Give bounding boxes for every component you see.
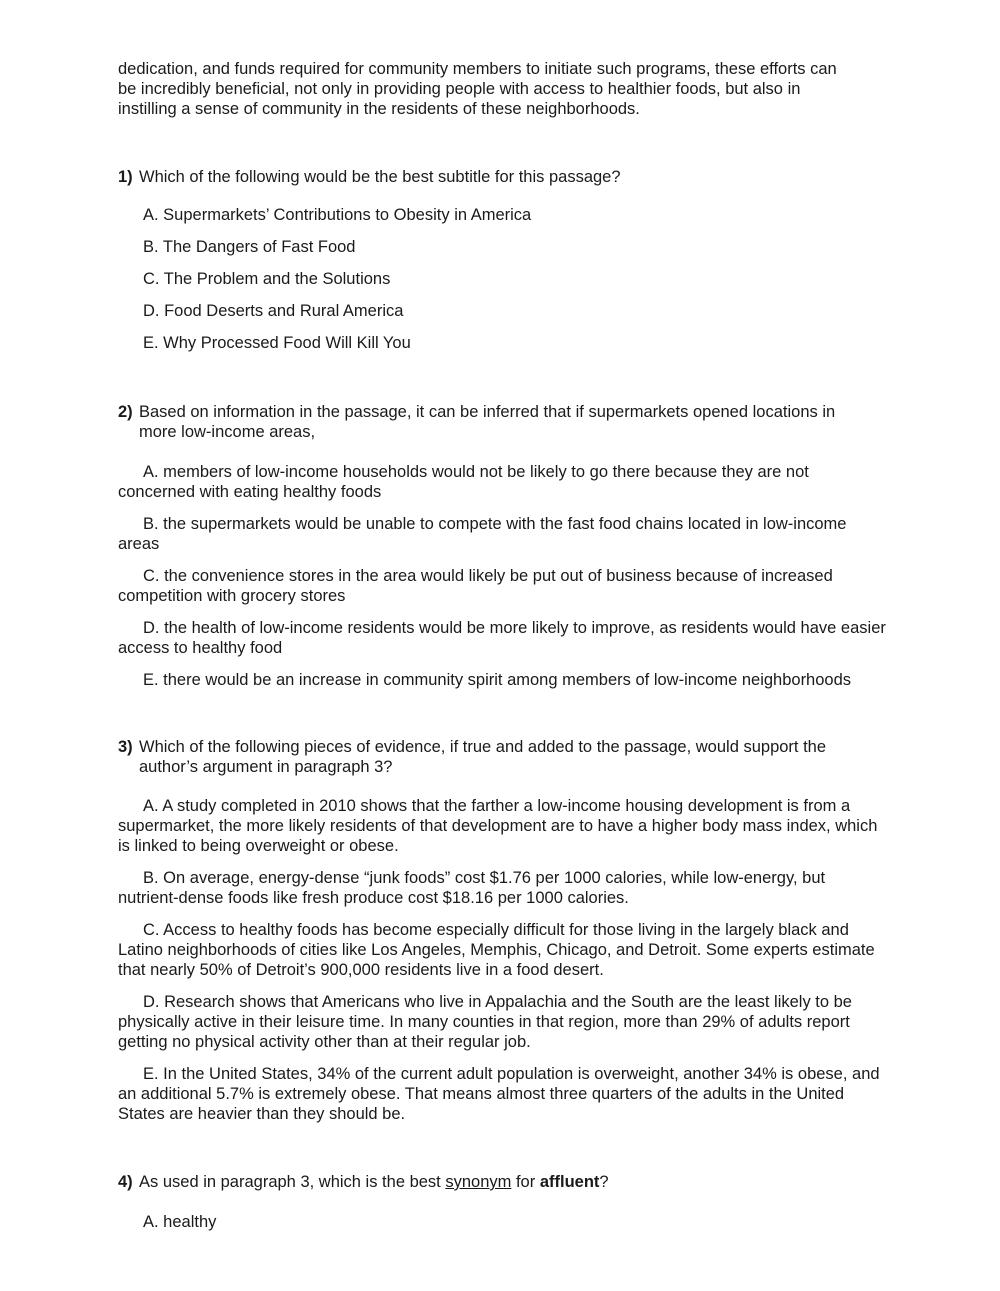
target-word: affluent: [539, 1173, 600, 1191]
q1-option-d[interactable]: D. Food Deserts and Rural America: [143, 302, 404, 320]
question-text-line-1: Which of the following pieces of evidence, if true and added to the passage, would support the: [139, 738, 827, 756]
question-number: 2): [118, 403, 133, 421]
intro-line: dedication, and funds required for community members to initiate such programs, these efforts can: [118, 60, 837, 78]
question-1: [118, 167, 888, 352]
question-text-line-2: author’s argument in paragraph 3?: [139, 758, 393, 776]
question-2-stem: [118, 402, 888, 442]
question-3: [118, 737, 888, 1123]
question-text: [139, 1172, 888, 1192]
q2-option-a[interactable]: A. members of low-income households would not be likely to go there because they are not concerned with eating healthy foods: [118, 463, 809, 501]
question-4: [118, 1172, 888, 1231]
q2-option-b[interactable]: B. the supermarkets would be unable to compete with the fast food chains located in low-income areas: [118, 515, 847, 553]
intro-line: instilling a sense of community in the residents of these neighborhoods.: [118, 100, 640, 118]
question-text-start: As used in paragraph 3, which is the best: [139, 1173, 446, 1191]
q2-option-e[interactable]: E. there would be an increase in community spirit among members of low-income neighborhoods: [143, 671, 852, 689]
q1-option-a[interactable]: A. Supermarkets’ Contributions to Obesity in America: [143, 206, 532, 224]
q1-option-e[interactable]: E. Why Processed Food Will Kill You: [143, 334, 411, 352]
q3-option-c[interactable]: C. Access to healthy foods has become especially difficult for those living in the largely black and Latino neighborhoods of cities like Los Angeles, Memphis, Chicago, and Detroit. Some experts estimate that nearly 50% of Detroit’s 900,000 residents live in a food desert.: [118, 921, 875, 979]
question-number: 4): [118, 1173, 133, 1191]
question-text-line-1: Based on information in the passage, it can be inferred that if supermarkets opened locations in: [139, 403, 836, 421]
q3-option-b[interactable]: B. On average, energy-dense “junk foods” cost $1.76 per 1000 calories, while low-energy, but nutrient-dense foods like fresh produce cost $18.16 per 1000 calories.: [118, 869, 826, 907]
q1-option-b[interactable]: B. The Dangers of Fast Food: [143, 238, 356, 256]
q3-option-e[interactable]: E. In the United States, 34% of the current adult population is overweight, another 34% is obese, and an additional 5.7% is extremely obese. That means almost three quarters of the adults in the United States are heavier than they should be.: [118, 1065, 880, 1123]
question-3-stem: [118, 737, 888, 777]
synonym-word: synonym: [445, 1173, 512, 1191]
q4-option-a[interactable]: A. healthy: [143, 1213, 217, 1231]
q3-option-d[interactable]: D. Research shows that Americans who live in Appalachia and the South are the least likely to be physically active in their leisure time. In many counties in that region, more than 29% of adults report getting no physical activity other than at their regular job.: [118, 993, 852, 1051]
question-text-line-2: more low-income areas,: [139, 423, 316, 441]
question-number: 3): [118, 738, 133, 756]
question-number: 1): [118, 168, 133, 186]
q2-option-d[interactable]: D. the health of low-income residents would be more likely to improve, as residents would have easier access to healthy food: [118, 619, 886, 657]
q1-option-c[interactable]: C. The Problem and the Solutions: [143, 270, 391, 288]
question-2: [118, 402, 888, 689]
question-text: Which of the following would be the best subtitle for this passage?: [139, 168, 621, 186]
intro-paragraph: [118, 59, 888, 119]
q3-option-a[interactable]: A. A study completed in 2010 shows that the farther a low-income housing development is from a supermarket, the more likely residents of that development are to have a higher body mass index, which is linked to being overweight or obese.: [118, 797, 878, 855]
intro-line: be incredibly beneficial, not only in providing people with access to healthier foods, but also in: [118, 80, 801, 98]
question-4-stem: [118, 1172, 888, 1192]
q2-option-c[interactable]: C. the convenience stores in the area would likely be put out of business because of increased competition with grocery stores: [118, 567, 833, 605]
question-text-middle: for: [511, 1173, 540, 1191]
question-text-end: ?: [599, 1173, 609, 1191]
question-1-stem: [118, 167, 888, 187]
